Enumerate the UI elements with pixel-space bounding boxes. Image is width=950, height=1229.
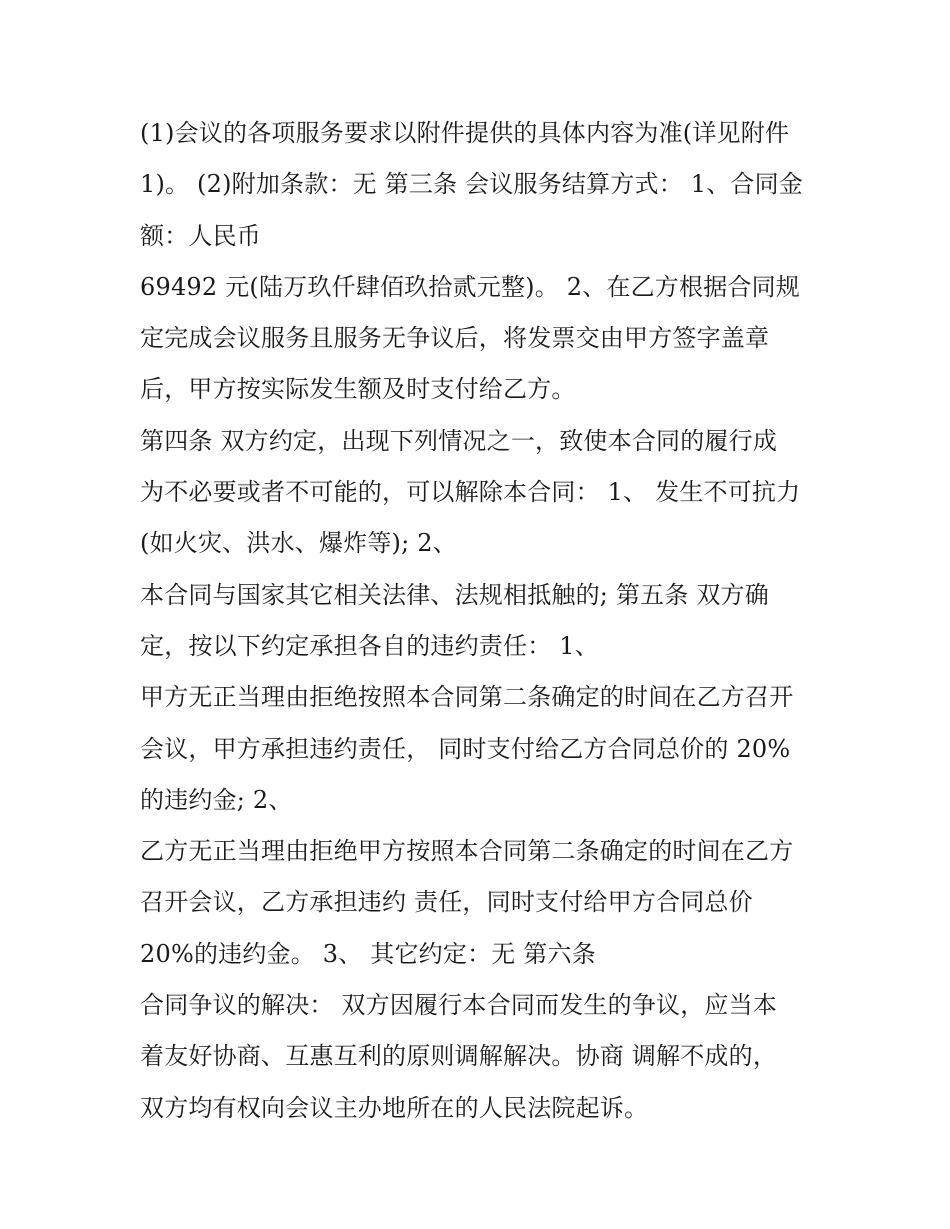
document-body [140,108,820,1134]
text-line: 后，甲方按实际发生额及时支付给乙方。 [140,375,576,404]
text-line: 着友好协商、互惠互利的原则调解解决。协商 调解不成的， [140,1042,778,1071]
text-line: 召开会议，乙方承担违约 责任，同时支付给甲方合同总价 [140,888,753,917]
text-line: 甲方无正当理由拒绝按照本合同第二条确定的时间在乙方召开 [140,683,794,712]
text-line: 合同争议的解决： 双方因履行本合同而发生的争议，应当本 [140,991,778,1020]
text-line: 定完成会议服务且服务无争议后，将发票交由甲方签字盖章 [140,324,770,353]
text-line: 定，按以下约定承担各自的违约责任： 1、 [140,631,599,660]
text-line: 20%的违约金。 3、 其它约定：无 第六条 [140,939,596,968]
text-line: 69492 元(陆万玖仟肆佰玖拾贰元整)。 2、在乙方根据合同规 [140,272,800,301]
text-line: (1)会议的各项服务要求以附件提供的具体内容为准(详见附件 [140,119,790,147]
text-line: 双方均有权向会议主办地所在的人民法院起诉。 [140,1093,649,1122]
text-line: 的违约金; 2、 [140,785,293,814]
text-line: (如火灾、洪水、爆炸等); 2、 [140,529,457,558]
text-line: 第四条 双方约定，出现下列情况之一，致使本合同的履行成 [140,426,778,455]
text-line: 1)。 (2)附加条款：无 第三条 会议服务结算方式： 1、合同金 [140,170,804,199]
text-line: 本合同与国家其它相关法律、法规相抵触的; 第五条 双方确 [140,580,769,609]
text-line: 会议，甲方承担违约责任， 同时支付给乙方合同总价的 20% [140,734,791,763]
text-line: 额：人民币 [140,221,261,250]
text-line: 乙方无正当理由拒绝甲方按照本合同第二条确定的时间在乙方 [140,837,794,866]
text-line: 为不必要或者不可能的，可以解除本合同： 1、 发生不可抗力 [140,478,801,507]
